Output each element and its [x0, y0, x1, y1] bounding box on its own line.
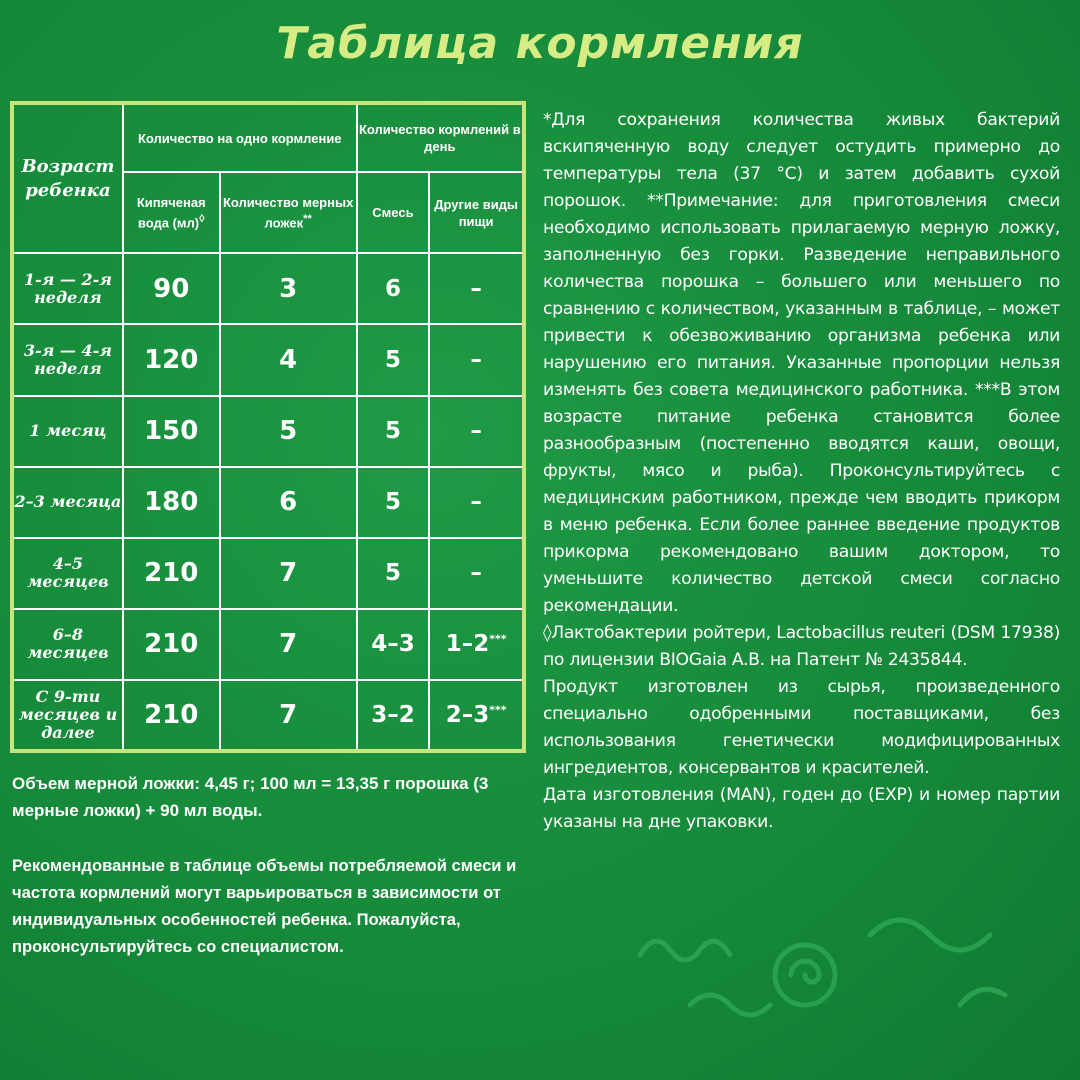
instructions-text: [543, 107, 1060, 836]
water-cell: 150: [123, 396, 220, 467]
water-cell: 210: [123, 680, 220, 751]
table-row: [12, 680, 524, 751]
other-food-cell: 1–2***: [429, 609, 524, 680]
other-food-header: Другие виды пищи: [429, 172, 524, 253]
footnotes-paragraph: *Для сохранения количества живых бактерий вскипяченную воду следует остудить примерно до температуры тела (37 °С) и затем добавить сухой порошок. **Примечание: для приготовления смеси необходимо использовать прилагаемую мерную ложку, заполненную без горки. Разведение неправильного количества порошка – большего или меньшего по сравнению с количеством, указанным в таблице, – может привести к обезвоживанию организма ребенка или нарушению его питания. Указанные пропорции нельзя изменять без совета медицинского работника. ***В этом возрасте питание ребенка становится более разнообразным (постепенно вводятся каши, овощи, фрукты, мясо и рыба). Проконсультируйтесь с медицинским работником, прежде чем вводить прикорм в меню ребенка. Если более раннее введение продуктов прикорма рекомендовано вашим доктором, то уменьшите количество детской смеси согласно рекомендации.: [543, 110, 1060, 616]
snail-doodle-icon: [630, 895, 1050, 1045]
age-header: Возраст ребенка: [12, 103, 123, 253]
age-cell: 3-я — 4-я неделя: [12, 324, 123, 395]
spoon-volume-note: Объем мерной ложки: 4,45 г; 100 мл = 13,35 г порошка (3 мерные ложки) + 90 мл воды.: [12, 774, 489, 820]
water-header: Кипяченая вода (мл)◊: [123, 172, 220, 253]
per-day-header: Количество кормлений в день: [357, 103, 524, 172]
water-cell: 210: [123, 538, 220, 609]
mix-cell: 6: [357, 253, 430, 324]
per-feeding-header: Количество на одно кормление: [123, 103, 357, 172]
mix-cell: 5: [357, 538, 430, 609]
age-cell: 2–3 месяца: [12, 467, 123, 538]
table-header-row: [12, 103, 524, 172]
other-food-cell: –: [429, 324, 524, 395]
spoons-header: Количество мерных ложек**: [220, 172, 357, 253]
table-row: [12, 324, 524, 395]
table-row: [12, 467, 524, 538]
mix-header: Смесь: [357, 172, 430, 253]
date-paragraph: Дата изготовления (MAN), годен до (EXP) и номер партии указаны на дне упаковки.: [543, 785, 1060, 832]
other-food-cell: –: [429, 253, 524, 324]
recommendation-note: Рекомендованные в таблице объемы потребляемой смеси и частота кормлений могут варьироваться в зависимости от индивидуальных особенностей ребенка. Пожалуйста, проконсультируйтесь со специалистом.: [12, 856, 517, 956]
page-title: Таблица кормления: [276, 18, 804, 69]
water-cell: 210: [123, 609, 220, 680]
ingredients-paragraph: Продукт изготовлен из сырья, произведенного специально одобренными поставщиками, без использования генетически модифицированных ингредиентов, консервантов и красителей.: [543, 677, 1060, 778]
spoons-cell: 3: [220, 253, 357, 324]
age-cell: С 9-ти месяцев и далее: [12, 680, 123, 751]
table-row: [12, 609, 524, 680]
water-cell: 180: [123, 467, 220, 538]
lactobacteria-paragraph: ◊Лактобактерии ройтери, Lactobacillus reuteri (DSM 17938) по лицензии BIOGaia A.B. на Патент № 2435844.: [543, 623, 1060, 670]
feeding-table: [10, 101, 526, 753]
age-cell: 1 месяц: [12, 396, 123, 467]
mix-cell: 5: [357, 324, 430, 395]
table-row: [12, 396, 524, 467]
water-cell: 90: [123, 253, 220, 324]
age-cell: 1-я — 2-я неделя: [12, 253, 123, 324]
spoons-cell: 4: [220, 324, 357, 395]
other-food-cell: –: [429, 467, 524, 538]
spoons-cell: 5: [220, 396, 357, 467]
table-row: [12, 253, 524, 324]
spoons-cell: 6: [220, 467, 357, 538]
spoons-cell: 7: [220, 538, 357, 609]
water-cell: 120: [123, 324, 220, 395]
other-food-cell: –: [429, 538, 524, 609]
table-row: [12, 538, 524, 609]
other-food-cell: –: [429, 396, 524, 467]
mix-cell: 5: [357, 467, 430, 538]
mix-cell: 4–3: [357, 609, 430, 680]
age-cell: 4–5 месяцев: [12, 538, 123, 609]
spoons-cell: 7: [220, 609, 357, 680]
other-food-cell: 2–3***: [429, 680, 524, 751]
mix-cell: 3–2: [357, 680, 430, 751]
spoons-cell: 7: [220, 680, 357, 751]
mix-cell: 5: [357, 396, 430, 467]
age-cell: 6–8 месяцев: [12, 609, 123, 680]
